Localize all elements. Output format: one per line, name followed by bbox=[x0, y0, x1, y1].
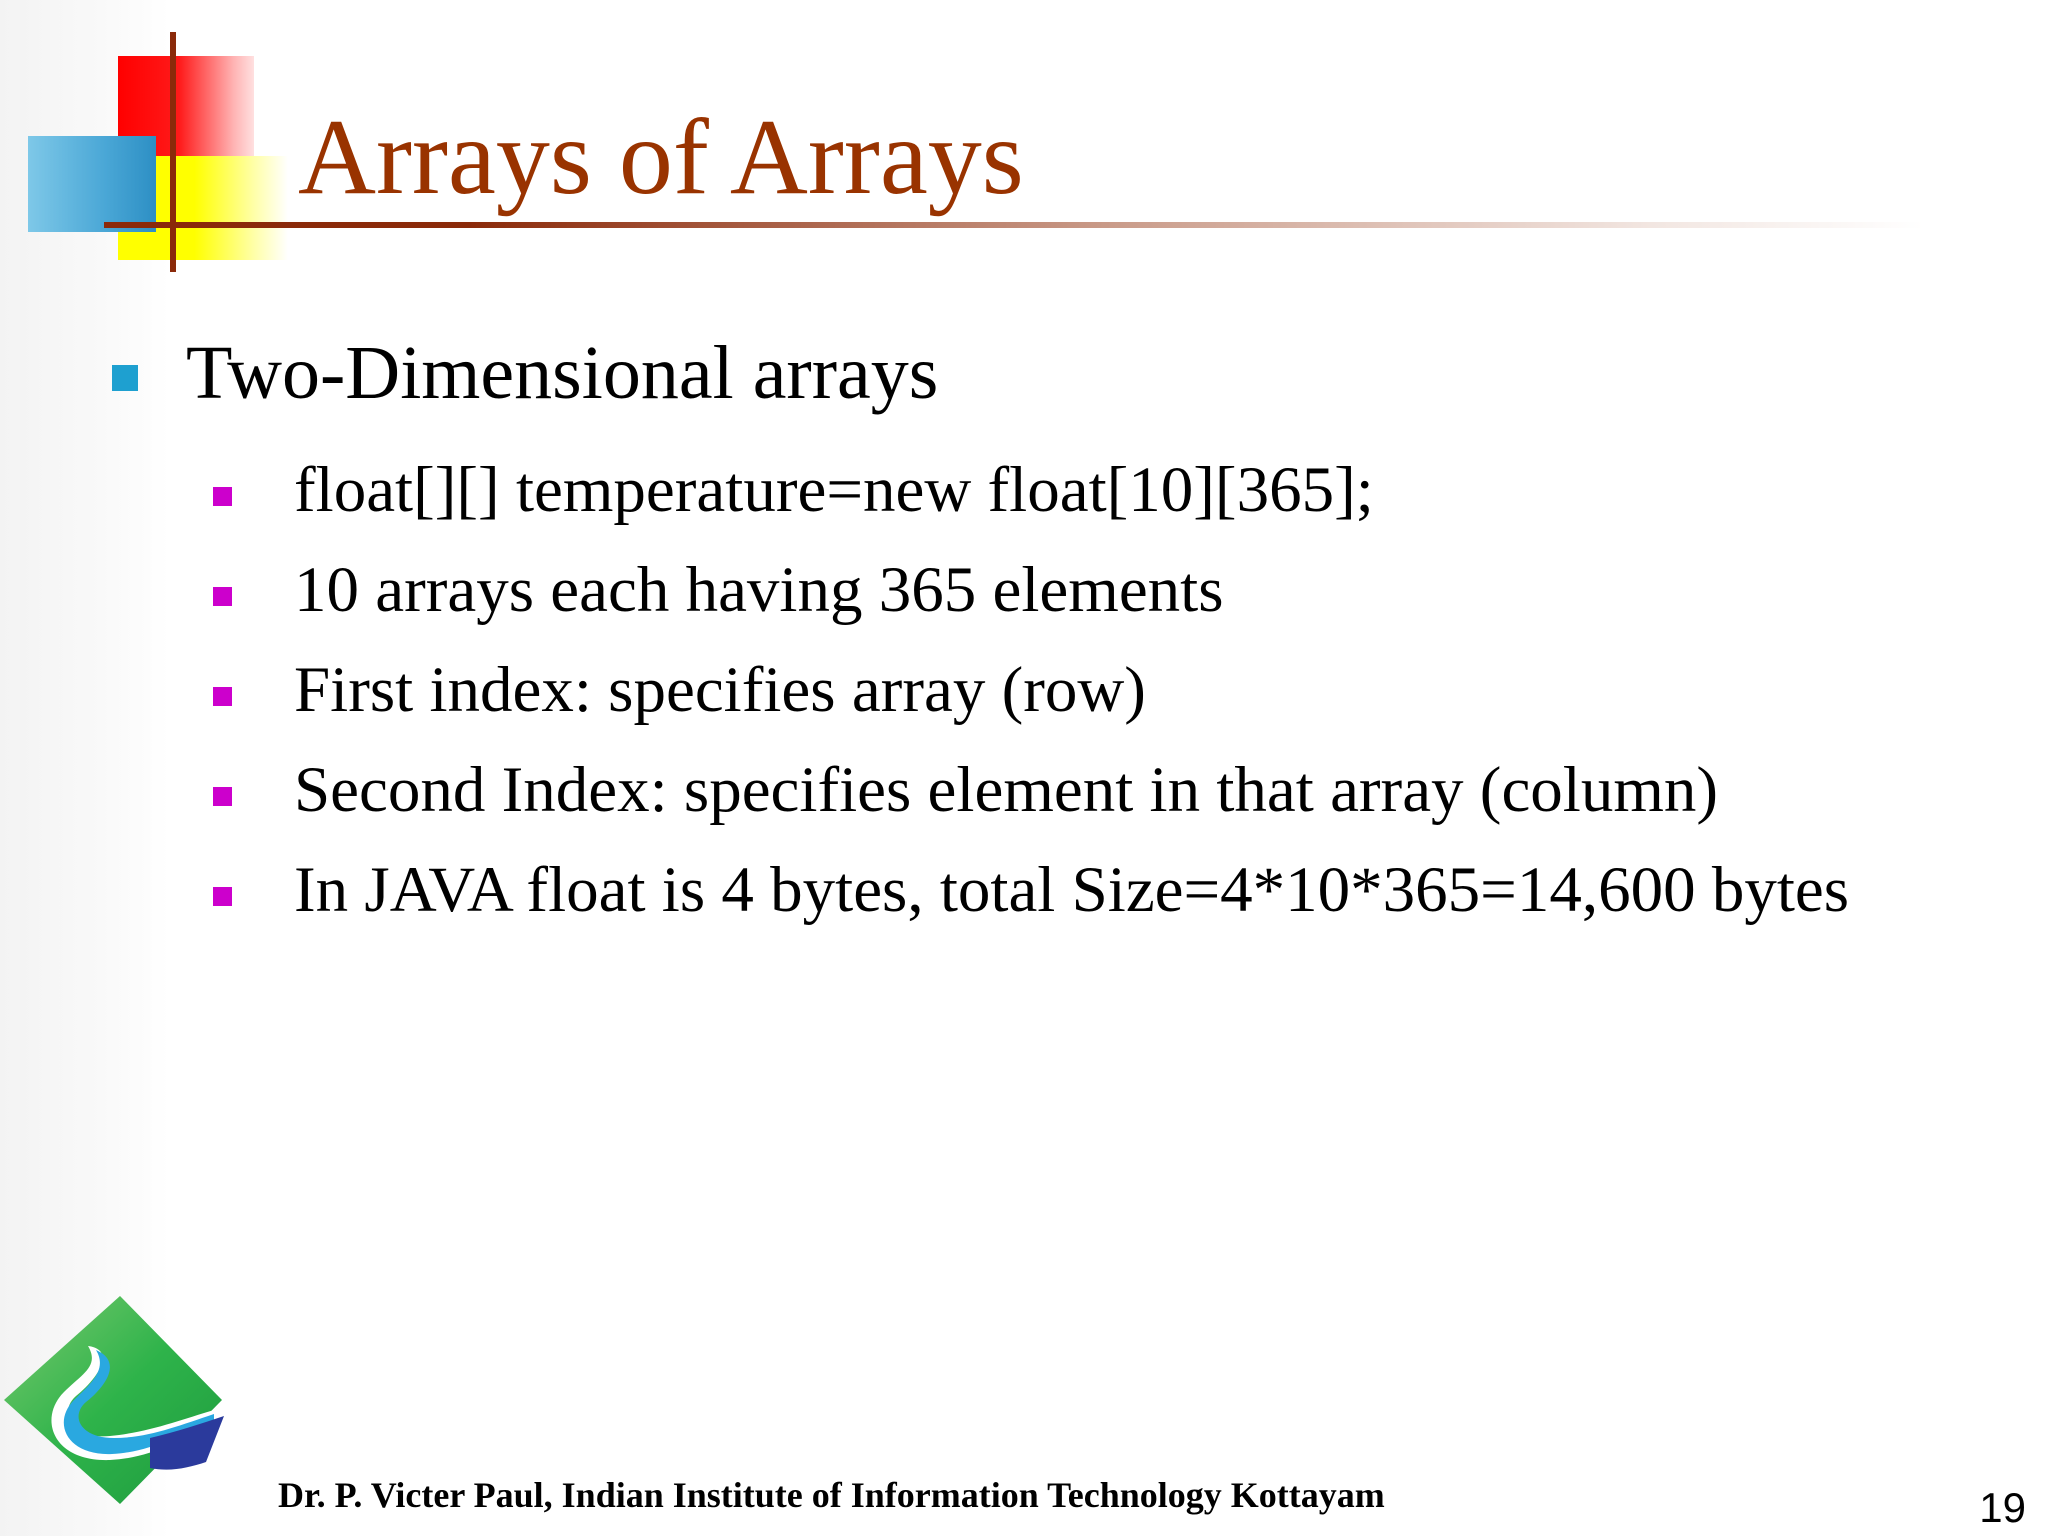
list-item bbox=[210, 540, 1849, 640]
list-item bbox=[210, 840, 1849, 940]
sub-bullet-list bbox=[210, 440, 1849, 940]
slide-title: Arrays of Arrays bbox=[298, 98, 1024, 217]
sub-bullet-text: Second Index: specifies element in that array (column) bbox=[294, 753, 1719, 826]
level1-bullet-icon bbox=[112, 365, 138, 391]
list-item bbox=[210, 640, 1849, 740]
logo-diamond-shape bbox=[4, 1296, 222, 1504]
level2-bullet-icon bbox=[213, 787, 232, 806]
level2-bullet-icon bbox=[213, 587, 232, 606]
level2-bullet-icon bbox=[213, 887, 232, 906]
sub-bullet-text: float[][] temperature=new float[10][365]; bbox=[294, 453, 1374, 526]
level2-bullet-icon bbox=[213, 687, 232, 706]
iiit-kottayam-logo-icon bbox=[0, 1292, 230, 1536]
decor-vertical-line bbox=[170, 32, 176, 272]
footer-credit: Dr. P. Victer Paul, Indian Institute of Information Technology Kottayam bbox=[278, 1475, 1385, 1515]
sub-bullet-text: In JAVA float is 4 bytes, total Size=4*10*365=14,600 bytes bbox=[294, 853, 1850, 926]
list-item bbox=[210, 440, 1849, 540]
main-bullet-text: Two-Dimensional arrays bbox=[186, 331, 939, 415]
sub-bullet-text: First index: specifies array (row) bbox=[294, 653, 1146, 726]
list-item bbox=[210, 740, 1849, 840]
decor-blue-square bbox=[28, 136, 156, 232]
title-underline bbox=[104, 222, 1924, 228]
level2-bullet-icon bbox=[213, 487, 232, 506]
page-number: 19 bbox=[1979, 1484, 2026, 1531]
sub-bullet-text: 10 arrays each having 365 elements bbox=[294, 553, 1224, 626]
